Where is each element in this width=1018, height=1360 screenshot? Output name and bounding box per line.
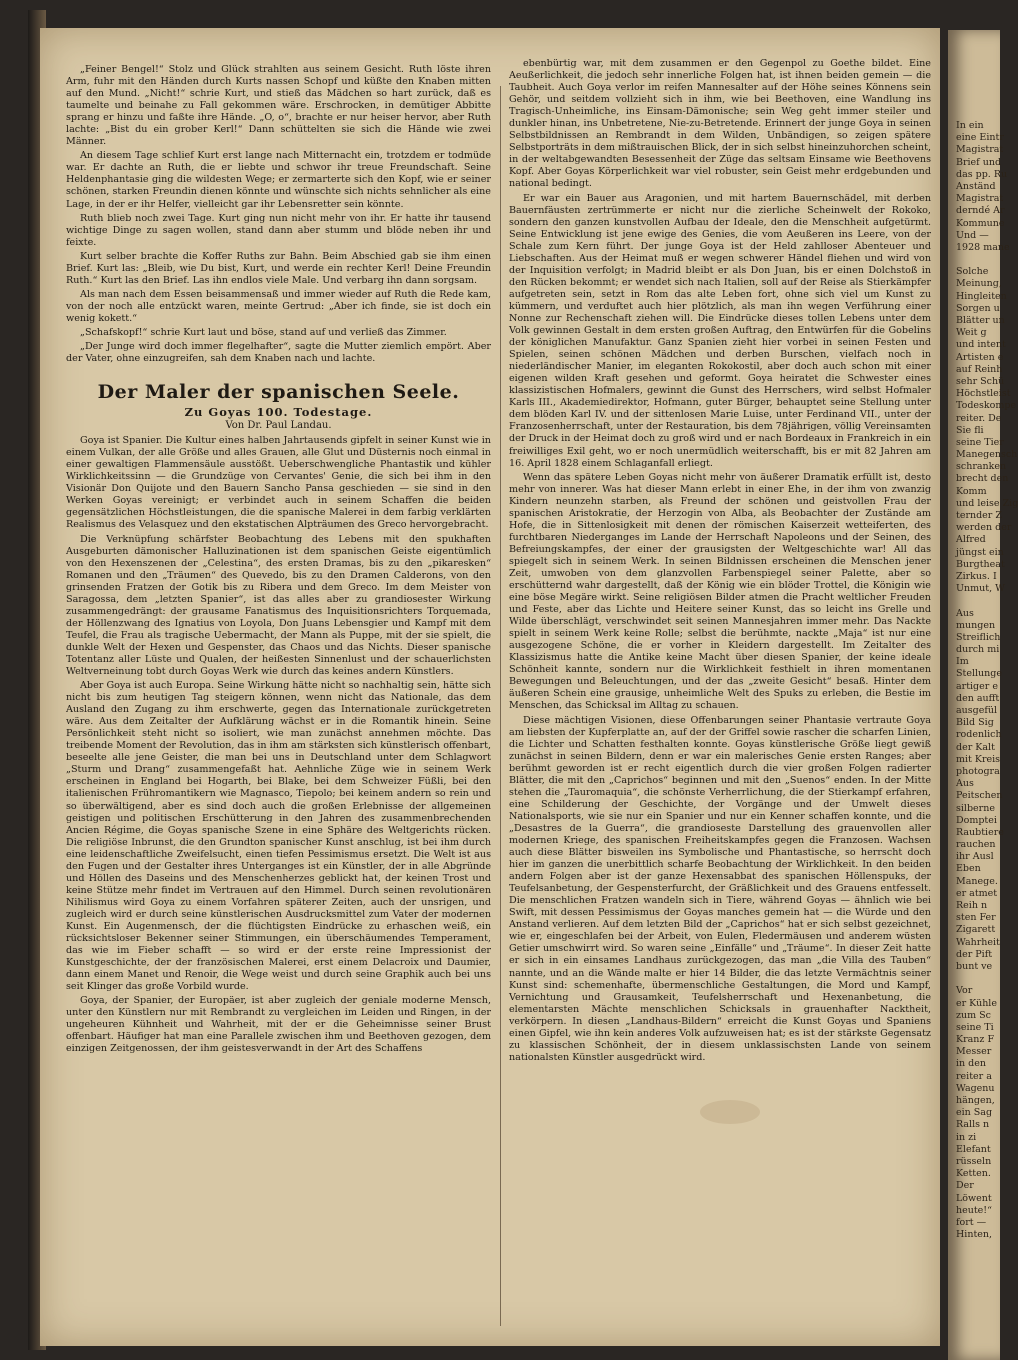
text-fragment: artiger e bbox=[956, 680, 998, 692]
text-fragment: brecht den bbox=[956, 473, 1009, 485]
text-fragment: 1928 mane bbox=[956, 241, 1010, 253]
text-fragment: Todeskompe bbox=[956, 400, 1017, 412]
text-fragment: rüsseln bbox=[956, 1155, 992, 1167]
article-title: Der Maler der spanischen Seele. bbox=[97, 381, 460, 404]
text-fragment: silberne bbox=[956, 802, 995, 814]
text-fragment: in den bbox=[956, 1058, 986, 1070]
text-fragment: Ralls n bbox=[956, 1119, 990, 1131]
text-fragment: rauchen bbox=[956, 839, 996, 851]
paragraph: Er war ein Bauer aus Aragonien, und mit hartem Bauernschädel, mit derben Bauernfäusten zertrümmerte er nicht nur die zierliche Scheinwelt der Rokoko, sondern den ganzen kunstvollen Aufbau der Ideale, den die Menschheit aufgetürmt. Seine Entwicklung ist jene ewige des Genies, die vom Aeußeren ins Leere, von der Schale zum Kern führt. Der junge Goya ist der Held zahlloser Abenteuer und Liebschaften. Aus der Heimat muß er wegen schwerer Händel fliehen und wird von der Inquisition verfolgt; in Madrid bleibt er als Don Juan, bis er einen Dolchstoß in den Rücken bekommt; er wendet sich nach Italien, soll auf der Reise als Stierkämpfer aufgetreten sein, setzt in Rom das alte Leben fort, ohne sich viel um Kunst zu kümmern, und verduftet auch hier plötzlich, als man ihn wegen Verführung einer Nonne zur Rechenschaft ziehen will. Die Eindrücke dieses tollen Lebens unter dem Volk gewinnen Gestalt in dem ersten großen Auftrag, den Entwürfen für die Gobelins der königlichen Manufaktur. Ganz Spanien zieht hier vorbei in seinen Festen und Spielen, seinen schönen Mädchen und derben Burschen, vielfach noch in niederländischer Manier, im eleganten Rokokostil, aber doch auch schon mit einer eigenen wilden Kraft gesehen und geformt. Goya heiratet die Schwester eines klassizistischen Hofmalers, gewinnt die Gunst des Herrschers, wird selbst Hofmaler Karls III., Akademiedirektor, Hofmann, guter Bürger, behauptet seine Stellung unter dem blöden Karl IV. und der sittenlosen Marie Luise, unter Ferdinand VII., unter der Franzosenherrschaft, unter der Restauration, bis dem 78jährigen, völlig Vereinsamten der Druck in der Heimat doch zu groß wird und er nach Bordeaux in Frankreich in ein freiwilliges Exil geht, wo er noch unermüdlich weiterschafft, bis er mit 82 Jahren am 16. April 1828 einem Schlaganfall erliegt. bbox=[509, 192, 931, 469]
text-fragment: und intent bbox=[956, 339, 1006, 351]
text-fragment: und leise Zig bbox=[956, 497, 1018, 509]
text-fragment: reiter. De bbox=[956, 412, 1002, 424]
text-fragment: Brief und bbox=[956, 156, 1002, 168]
text-fragment: werden der bbox=[956, 522, 1012, 534]
text-fragment: Messer bbox=[956, 1046, 992, 1058]
text-fragment: rodenlich bbox=[956, 729, 1002, 741]
paragraph: „Feiner Bengel!“ Stolz und Glück strahlten aus seinem Gesicht. Ruth löste ihren Arm, fuhr mit den Händen durch Kurts nassen Schopf und küßte den Knaben mitten auf den Mund. „Nicht!“ schrie Kurt, und stieß das Mädchen so hart zurück, daß es taumelte und beinahe zu Fall gekommen wäre. Erschrocken, in demütiger Abbitte sprang er hinzu und faßte ihre Hände. „O, o“, brachte er nur heiser hervor, aber Ruth lachte: „Bist du ein grober Kerl!“ Dann schüttelten sie sich die Hände wie zwei Männer. bbox=[66, 64, 491, 148]
text-fragment: Blätter un bbox=[956, 315, 1005, 326]
text-fragment bbox=[956, 595, 1000, 607]
text-fragment: durch mi bbox=[956, 644, 1000, 656]
text-fragment: Ketten. bbox=[956, 1168, 991, 1180]
text-fragment: Manegensch bbox=[956, 449, 1018, 461]
text-fragment: auf Reinh bbox=[956, 363, 1003, 375]
text-fragment: Im bbox=[956, 656, 969, 668]
text-fragment: Hinten, bbox=[956, 1229, 993, 1241]
text-fragment: Hingleiten bbox=[956, 290, 1007, 302]
paragraph: Aber Goya ist auch Europa. Seine Wirkung hätte nicht so nachhaltig sein, hätte sich nicht bis zum heutigen Tag steigern können, wenn nicht das Nationale, das dem Ausland den Zugang zu ihm erschwerte, gegen das Internationale zurückgetreten wäre. Aus dem Zeitalter der Aufklärung wächst er in die Romantik hinein. Seine Persönlichkeit steht nicht so isoliert, wie man zunächst annehmen möchte. Das treibende Moment der Revolution, das in ihm am stärksten sich künstlerisch offenbart, beseelte alle jene Geister, die man bei uns in Deutschland unter dem Schlagwort „Sturm und Drang“ zusammengefaßt hat. Aehnliche Züge wie in seinem Werk erscheinen in England bei Hogarth, bei Blake, bei dem Schweizer Füßli, bei den italienischen Frühromantikern wie Magnasco, Tiepolo; bei keinem andern so rein und so überwältigend, aber es sind doch auch die großen Erlebnisse der allgemeinen geistigen und politischen Erschütterung in den Jahren des zusammenbrechenden Ancien Régime, die Goyas spanische Szene in eine Sphäre des Weltgerichts rücken. Die religiöse Inbrunst, die den Grundton spanischer Kunst anschlug, ist bei ihm durch eine leidenschaftliche Zweifelsucht, einen tiefen Pessimismus ersetzt. Die Welt ist aus den Fugen und der Gestalter ihres Unterganges ist ein Künstler, der in alle Abgründe und Höllen des Daseins und des Menschenherzes geblickt hat, der keinen Trost und keine Stütze mehr findet im Vertrauen auf den Himmel. Durch seinen revolutionären Nihilismus wird Goya zu einem Vorfahren späterer Zeiten, auch der unsrigen, und zugleich wird er durch seine künstlerischen Ausdrucksmittel zum Vater der modernen Kunst. Ein Augenmensch, der die flüchtigsten Eindrücke zu erhaschen weiß, ein rücksichtsloser Bekenner seiner Stimmungen, ein überschäumendes Temperament, das wie im Fieber schafft — so wird er der erste reine Impressionist der Kunstgeschichte, der der französischen Malerei, erst einem Delacroix und Daumier, dann einem Manet und Renoir, die Wege weist und durch seine Graphik auch bei uns seit Klinger das große Vorbild wurde. bbox=[66, 680, 491, 993]
text-fragment: Zigarett bbox=[956, 924, 996, 936]
text-fragment: Magistrat bbox=[956, 144, 1004, 156]
text-fragment: jüngst ein bbox=[956, 546, 1004, 558]
text-fragment: Sie fli bbox=[956, 424, 984, 436]
text-fragment: den aufft bbox=[956, 692, 1000, 704]
text-fragment: derndé Ar bbox=[956, 205, 1005, 217]
paragraph: Wenn das spätere Leben Goyas nicht mehr von äußerer Dramatik erfüllt ist, desto mehr von innerer. Was hat dieser Mann erlebt in einer Ehe, in der ihm von zwanzig Kindern neunzehn starben, als Freund der schönen und geistvollen Frau der spanischen Aristokratie, der Herzogin von Alba, als Beobachter der Zustände am Hofe, die in Sittenlosigkeit mit denen der römischen Kaiserzeit wetteiferten, des furchtbaren Niederganges im Lande der Herrschaft Napoleons und der Seinen, des Befreiungskampfes, der einer der grausigsten der Weltgeschichte war! All das spiegelt sich in seinem Werk. In seinen Bildnissen erscheinen die Menschen jener Zeit, umwoben von dem glanzvollen Farbenspiegel seiner Palette, aber so erschütternd wahr dargestellt, daß der König wie ein blöder Trottel, die Königin wie eine böse Megäre wirkt. Seine religiösen Bilder atmen die Pracht weltlicher Freuden und Feste, aber das Lichte und Heitere seiner Kunst, das so leicht ins Grelle und Wilde überschlägt, verschwindet seit seinen Mannesjahren immer mehr. Das Nackte spielt in seinem Werk keine Rolle; selbst die berühmte, nackte „Maja“ ist nur eine ausgezogene Schöne, die er vorher in Kleidern dargestellt. Im Zeitalter des Klassizismus hatte die Antike keine Macht über diesen Spanier, der keine ideale Schönheit kannte, sondern nur die Wirklichkeit festhielt in ihren momentanen Bewegungen und Beleuchtungen, und der das „zweite Gesicht“ besaß. Hinter dem äußeren Schein eine grausige, unheimliche Welt des Spuks zu erleben, die Bestie im Menschen, das Schicksal im Alltag zu schauen. bbox=[509, 471, 931, 712]
paragraph: Ruth blieb noch zwei Tage. Kurt ging nun nicht mehr von ihr. Er hatte ihr tausend wichtige Dinge zu sagen wollen, stand dann aber stumm und blöde neben ihr und feixte. bbox=[66, 212, 491, 248]
text-fragment: Unmut, W bbox=[956, 583, 1005, 595]
paragraph: Die Verknüpfung schärfster Beobachtung des Lebens mit den spukhaften Ausgeburten dämonischer Halluzinationen ist dem spanischen Geiste eigentümlich von den Hexenszenen der „Celestina“, des ersten Dramas, bis zu den „pikaresken“ Romanen und den „Träumen“ des Quevedo, bis zu den Dramen Calderons, von den grinsenden Fratzen der Gotik bis zu Ribera und dem Greco. Im dem Meister von Saragossa, dem „letzten Spanier“, ist das alles aber zu grandiosester Wirkung zusammengedrängt: der grausame Fanatismus des Inquisitionsrichters Torquemada, der Höllenzwang des Ignatius von Loyola, Don Juans Lebensgier und Kampf mit dem Teufel, die Frau als tragische Uebermacht, der Mann als Puppe, mit der sie spielt, die dunkle Welt der Hexen und Gespenster, das Chaos und das Nichts. Dieser spanische Totentanz aller Lüste und Qualen, der heißesten Sinnenlust und der schauerlichsten Weltverneinung tobt durch Goyas Werk wie durch das keines andern Künstlers. bbox=[66, 533, 491, 678]
paragraph: „Der Junge wird doch immer flegelhafter“, sagte die Mutter ziemlich empört. Aber der Vater, ohne einzugreifen, sah dem Knaben nach und lachte. bbox=[66, 341, 491, 365]
text-fragment: ternder Z bbox=[956, 510, 1002, 521]
paragraph: Goya ist Spanier. Die Kultur eines halben Jahrtausends gipfelt in seiner Kunst wie in einem Vulkan, der alle Größe und alles Grauen, alle Glut und Düsternis noch einmal in einer gewaltigen Flammensäule ausstößt. Ueberschwengliche Phantastik und kühler Wirklichkeitssinn — die Grundzüge von Cervantes' Genie, die sich bei ihm in den Visionär Don Quijote und den Bauern Sancho Pansa geschieden — sie sind in den Werken Goyas vereinigt; er verbindet auch in seinem Schaffen die beiden gegensätzlichen Höchstleistungen, die die spanische Malerei in dem farbig verklärten Realismus des Velasquez und den ekstatischen Alpträumen des Greco hervorgebracht. bbox=[66, 435, 491, 531]
text-fragment: Höchstleist bbox=[956, 388, 1011, 400]
text-fragment bbox=[956, 973, 1000, 985]
text-fragment: in zi bbox=[956, 1131, 977, 1143]
adjacent-page-edge bbox=[948, 30, 1018, 1360]
text-fragment: reiter a bbox=[956, 1070, 992, 1082]
paragraph: Kurt selber brachte die Koffer Ruths zur Bahn. Beim Abschied gab sie ihm einen Brief. Kurt las: „Bleib, wie Du bist, Kurt, und werde ein rechter Kerl! Deine Freundin Ruth.“ Kurt las den Brief. Las ihn endlos viele Male. Und verbarg ihn dann sorgsam. bbox=[66, 250, 491, 286]
text-fragment: Komm bbox=[956, 485, 987, 497]
text-fragment: Kommune bbox=[956, 217, 1005, 229]
text-fragment: Aus bbox=[956, 778, 974, 790]
text-fragment: photogra bbox=[956, 765, 1000, 777]
text-fragment: Eben bbox=[956, 863, 981, 875]
text-fragment: Zirkus. I bbox=[956, 570, 997, 582]
left-column bbox=[66, 64, 491, 1058]
text-fragment: das pp. Ru bbox=[956, 168, 1008, 180]
text-fragment: Reih n bbox=[956, 900, 988, 911]
text-fragment: Raubtiere bbox=[956, 826, 1004, 838]
text-fragment: ihr Ausl bbox=[956, 851, 994, 863]
text-fragment: Solche bbox=[956, 266, 989, 278]
text-fragment: Löwent bbox=[956, 1192, 992, 1204]
text-fragment: Stellunge bbox=[956, 668, 1002, 680]
paper-stain bbox=[700, 1100, 760, 1124]
text-fragment: er Kühle bbox=[956, 997, 997, 1009]
paragraph: Goya, der Spanier, der Europäer, ist aber zugleich der geniale moderne Mensch, unter den Künstlern nur mit Rembrandt zu vergleichen im Leiden und Ringen, in der ungeheuren Kühnheit und Wahrheit, mit der er die Geheimnisse seiner Brust offenbart. Häufiger hat man eine Parallele zwischen ihm und Beethoven gezogen, dem einzigen Zeitgenossen, der ihm geistesverwandt in der Art des Schaffens bbox=[66, 995, 491, 1055]
text-fragment: sten Fer bbox=[956, 912, 996, 924]
text-fragment: hängen, bbox=[956, 1095, 995, 1106]
text-fragment: Meinung, bbox=[956, 278, 1002, 290]
text-fragment: der Kalt bbox=[956, 741, 995, 753]
text-fragment: mungen bbox=[956, 619, 996, 631]
article-body-right bbox=[509, 58, 931, 1064]
text-fragment: Anständ bbox=[956, 180, 996, 192]
text-fragment: sehr Schü bbox=[956, 375, 1005, 387]
text-fragment: Magistrat bbox=[956, 193, 1004, 205]
text-fragment: Alfred bbox=[956, 534, 986, 546]
text-fragment bbox=[956, 254, 1000, 266]
paragraph: „Schafskopf!“ schrie Kurt laut und böse, stand auf und verließ das Zimmer. bbox=[80, 326, 447, 338]
text-fragment: Elefant bbox=[956, 1143, 991, 1155]
text-fragment: Wahrheit bbox=[956, 936, 1000, 948]
text-fragment: zum Sc bbox=[956, 1009, 991, 1021]
column-divider bbox=[500, 86, 501, 1326]
text-fragment: mit Kreis bbox=[956, 753, 1001, 765]
text-fragment: Peitschen bbox=[956, 790, 1003, 802]
paragraph: ebenbürtig war, mit dem zusammen er den Gegenpol zu Goethe bildet. Eine Aeußerlichkeit, die jedoch sehr innerliche Folgen hat, ist ihnen beiden gemein — die Taubheit. Auch Goya verlor im reifen Mannesalter auf der Höhe seines Könnens sein Gehör, und seitdem vollzieht sich in ihm, wie bei Beethoven, eine Wandlung ins Tragisch-Unheimliche, ins Einsam-Dämonische; sein Weg geht immer steiler und dunkler hinan, ins Unbetretene, Nie-zu-Betretende. Erinnert der junge Goya in seinen Selbstbildnissen an Rembrandt in dem Wilden, Unbändigen, so zeigen spätere Selbstporträts in dem mißtrauischen Blick, der in sich selbst hineinzuhorchen scheint, in der weltabgewandten Besessenheit der Züge das seltsam Einsame wie Beethovens Kopf. Aber Goyas Körperlichkeit war viel robuster, sein Geist mehr erdgebunden und national bedingt. bbox=[509, 58, 931, 190]
text-fragment: er atmet bbox=[956, 887, 998, 899]
text-fragment: eine Eintr bbox=[956, 132, 1004, 144]
right-column bbox=[509, 58, 931, 1066]
text-fragment: ein Sag bbox=[956, 1107, 993, 1119]
text-fragment: Der bbox=[956, 1180, 974, 1192]
text-fragment: Burgtheat bbox=[956, 558, 1005, 570]
text-fragment: heute!“ bbox=[956, 1204, 992, 1216]
article-body-left bbox=[66, 435, 491, 1055]
text-fragment: Kranz F bbox=[956, 1034, 995, 1046]
text-fragment: Aus bbox=[956, 607, 974, 619]
article-author: Von Dr. Paul Landau. bbox=[225, 420, 332, 432]
paragraph: An diesem Tage schlief Kurt erst lange nach Mitternacht ein, trotzdem er todmüde war. Er dachte an Ruth, die er liebte und schwor ihr treue Freundschaft. Seine Heldenphantasie ging die wildesten Wege; er zermarterte sich den Kopf, wie er seiner schönen, starken Freundin dienen könnte und wünschte sich nichts sehnlicher als eine Lage, in der er ihr Helfer, vielleicht gar ihr Lebensretter sein könnte. bbox=[66, 150, 491, 210]
text-fragment: Artisten e bbox=[956, 351, 1004, 363]
paragraph: Diese mächtigen Visionen, diese Offenbarungen seiner Phantasie vertraute Goya am liebsten der Kupferplatte an, auf der der Griffel sowie rascher die scharfen Linien, die Lichter und Schatten festhalten konnte. Goyas künstlerische Größe liegt gewiß zunächst in seinen Bildern, denn er war ein malerisches Genie ersten Ranges; aber berühmt geworden ist er recht eigentlich durch die vier großen Folgen radierter Blätter, die mit den „Caprichos“ beginnen und mit den „Suenos“ enden. In der Mitte stehen die „Tauromaquia“, die schönste Verherrlichung, die der Stierkampf erfahren, eine Schilderung der Geschichte, der Vorgänge und der Umwelt dieses Nationalsports, wie sie nur ein Spanier und nur ein Kenner schaffen konnte, und die „Desastres de la Guerra“, die grandioseste Darstellung des grauenvollen aller modernen Kriege, des spanischen Freiheitskampfes gegen die Franzosen. Wachsen auch diese Blätter bisweilen ins Symbolische und Phantastische, so herrscht doch hier im ganzen die unerbittlich scharfe Beobachtung der Wirklichkeit. In den beiden andern Folgen aber ist der ganze Hexensabbat des spanischen Höllenspuks, der Teufelsanbetung, der Gespensterfurcht, der Gräßlichkeit und des Grauens entfesselt. Die menschlichen Fratzen wandeln sich in Tiere, während Goyas — ähnlich wie bei Swift, mit dessen Pessimismus der Goyas manches gemein hat — die Würde und den Anstand verlieren. Auf dem letzten Bild der „Caprichos“ hat er sich selbst gezeichnet, wie er, eingeschlafen bei der Arbeit, von Eulen, Fledermäusen und anderem wüsten Getier umschwirrt wird. So waren seine „Einfälle“ und „Träume“. In dieser Zeit hatte er sich in ein einsames Landhaus zurückgezogen, das man „die Villa des Tauben“ nannte, und an die Wände malte er hier 14 Bilder, die das letzte Vermächtnis seiner Kunst sind: schemenhafte, übermenschliche Gestaltungen, die Mord und Kampf, Vernichtung und Grausamkeit, Teufelsherrschaft und Hexenanbetung, die elementarsten Mächte menschlichen Schicksals in grauenhafter Nacktheit, verkörpern. In diesen „Landhaus-Bildern“ erreicht die Kunst Goyas und Spaniens einen Gipfel, wie ihn kein anderes Volk aufzuweisen hat; es ist der stärkste Gegensatz zu klassischen Schönheit, der in diesem unklassischsten Lande von seinem nationalsten Künstler ausgedrückt wird. bbox=[509, 714, 931, 1063]
text-fragment: schranken bbox=[956, 461, 1007, 473]
text-fragment: Domptei bbox=[956, 814, 997, 826]
text-fragment: Manege. bbox=[956, 875, 998, 887]
text-fragment: bunt ve bbox=[956, 960, 993, 972]
previous-story bbox=[66, 64, 491, 365]
paragraph: Als man nach dem Essen beisammensaß und immer wieder auf Ruth die Rede kam, von der noch alle entzückt waren, meinte Gertrud: „Aber ich finde, sie ist doch ein wenig kokett.“ bbox=[66, 288, 491, 324]
text-fragment: ausgefül bbox=[956, 705, 998, 716]
text-fragment: fort — bbox=[956, 1216, 987, 1228]
text-fragment: seine Tier bbox=[956, 436, 1004, 448]
text-fragment: Weit g bbox=[956, 327, 987, 339]
text-fragment: Streiflich bbox=[956, 631, 1001, 643]
text-fragment: seine Ti bbox=[956, 1021, 994, 1033]
text-fragment: der Pift bbox=[956, 948, 993, 960]
text-fragment: Bild Sig bbox=[956, 717, 994, 729]
text-fragment: Vor bbox=[956, 985, 973, 997]
adjacent-page-text bbox=[948, 120, 1018, 1241]
article-subtitle: Zu Goyas 100. Todestage. bbox=[184, 405, 373, 420]
text-fragment: Wagenu bbox=[956, 1082, 995, 1094]
text-fragment: Und — bbox=[956, 229, 989, 241]
text-fragment: In ein bbox=[956, 120, 984, 131]
text-fragment: Sorgen u bbox=[956, 302, 1000, 314]
